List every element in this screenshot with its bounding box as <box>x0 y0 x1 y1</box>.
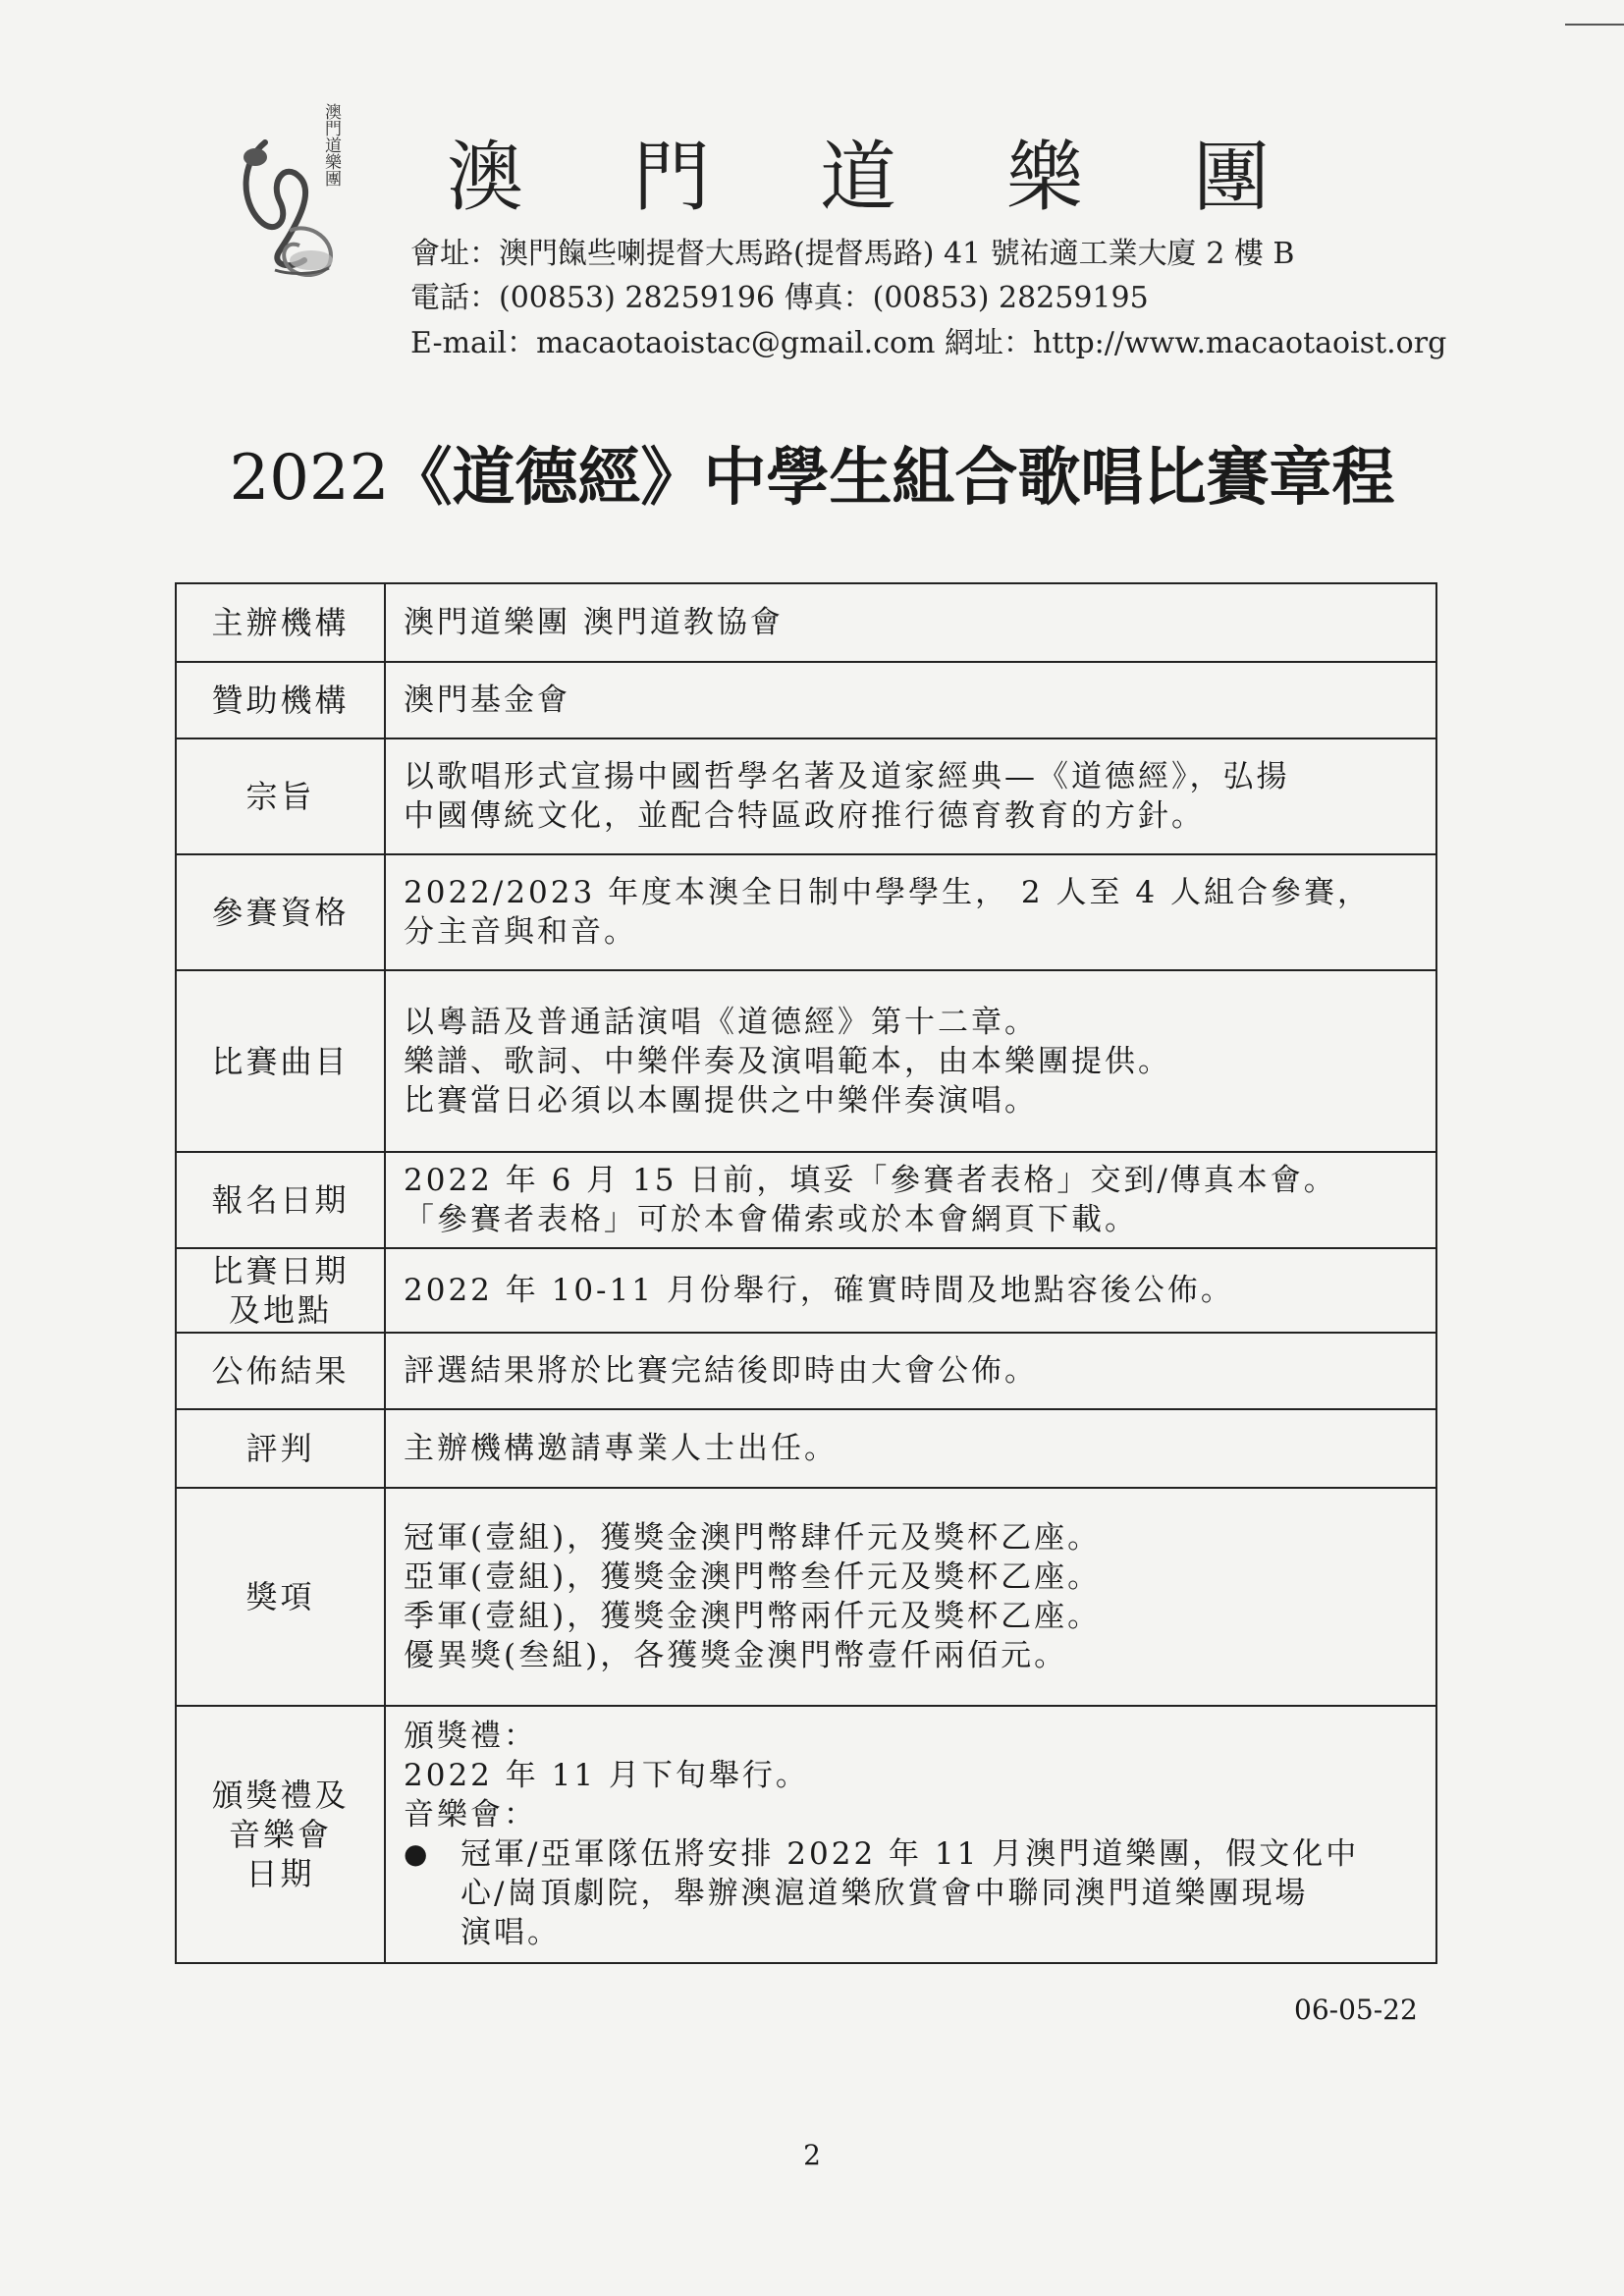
title-year: 2022 <box>229 442 390 515</box>
row-label-line: 贊助機構 <box>211 682 350 719</box>
row-label <box>176 738 385 854</box>
row-value-line: 頒獎禮： <box>404 1719 537 1754</box>
row-value-line: 音樂會： <box>404 1797 537 1832</box>
row-value-line: 澳門道樂團 澳門道教協會 <box>404 605 784 640</box>
row-label-line: 比賽曲目 <box>211 1042 350 1080</box>
row-label <box>176 1409 385 1488</box>
page-number: 2 <box>803 2139 821 2171</box>
phone-fax-line: 電話：(00853) 28259196 傳真：(00853) 28259195 <box>410 281 1149 315</box>
rules-row <box>176 738 1436 854</box>
date-code: 06-05-22 <box>1294 1994 1418 2026</box>
document-title <box>0 427 1624 518</box>
row-label <box>176 854 385 970</box>
row-value-line: 2022 年 11 月下旬舉行。 <box>404 1758 809 1793</box>
row-value-line: 2022/2023 年度本澳全日制中學學生， 2 人至 4 人組合參賽， <box>404 875 1371 910</box>
row-value <box>385 583 1436 662</box>
rules-row <box>176 583 1436 662</box>
row-label-line: 主辦機構 <box>211 604 350 641</box>
row-label-line: 宗旨 <box>245 778 315 815</box>
row-label-line: 評判 <box>245 1430 315 1467</box>
row-label-line: 日期 <box>245 1855 315 1892</box>
rules-row <box>176 1488 1436 1706</box>
row-value-line: 以歌唱形式宣揚中國哲學名著及道家經典—《道德經》，弘揚 <box>404 759 1290 794</box>
row-value-line: 分主音與和音。 <box>404 914 637 950</box>
row-value <box>385 970 1436 1152</box>
rules-row <box>176 1409 1436 1488</box>
row-value-line: 「參賽者表格」可於本會備索或於本會網頁下載。 <box>404 1202 1138 1237</box>
rules-row-ceremony <box>176 1706 1436 1963</box>
row-label <box>176 1333 385 1409</box>
organization-name: 澳門道樂團 <box>447 134 1380 222</box>
row-value-line: 澳門基金會 <box>404 683 570 718</box>
row-label <box>176 583 385 662</box>
row-label-line: 音樂會 <box>228 1816 332 1853</box>
row-value <box>385 1152 1436 1248</box>
row-value <box>385 738 1436 854</box>
row-value-line: 2022 年 6 月 15 日前，填妥「參賽者表格」交到/傳真本會。 <box>404 1163 1337 1198</box>
rules-table <box>175 582 1437 1964</box>
row-value-line: 比賽當日必須以本團提供之中樂伴奏演唱。 <box>404 1082 1038 1119</box>
row-value-line: 2022 年 10-11 月份舉行，確實時間及地點容後公佈。 <box>404 1273 1234 1308</box>
rules-row <box>176 970 1436 1152</box>
bullet-dot-icon: ● <box>404 1837 431 1870</box>
bullet-text-line: 冠軍/亞軍隊伍將安排 2022 年 11 月澳門道樂團，假文化中 <box>460 1836 1360 1872</box>
row-label <box>176 970 385 1152</box>
rules-row <box>176 1152 1436 1248</box>
row-label <box>176 1706 385 1963</box>
row-label-line: 公佈結果 <box>211 1352 350 1390</box>
row-label <box>176 1152 385 1248</box>
row-value-line: 樂譜、歌詞、中樂伴奏及演唱範本，由本樂團提供。 <box>404 1043 1171 1079</box>
row-value-line: 季軍(壹組)，獲獎金澳門幣兩仟元及獎杯乙座。 <box>404 1599 1102 1634</box>
bullet-text <box>460 1834 1359 1952</box>
email-website-line: E-mail：macaotaoistac@gmail.com 網址：http://www.macaotaoist.org <box>410 326 1447 360</box>
row-value <box>385 1248 1436 1333</box>
address-line: 會址：澳門餼些喇提督大馬路(提督馬路) 41 號祐適工業大廈 2 樓 B <box>410 237 1295 271</box>
row-value <box>385 1488 1436 1706</box>
title-text: 《道德經》中學生組合歌唱比賽章程 <box>389 441 1395 515</box>
rules-row <box>176 1333 1436 1409</box>
row-value-line: 優異獎(叁組)，各獲獎金澳門幣壹仟兩佰元。 <box>404 1638 1068 1673</box>
row-value <box>385 1409 1436 1488</box>
rules-row <box>176 662 1436 738</box>
bullet-item <box>404 1834 1418 1952</box>
row-label-line: 及地點 <box>228 1291 332 1329</box>
row-label-line: 報名日期 <box>211 1181 350 1219</box>
row-label <box>176 1248 385 1333</box>
row-value-line: 中國傳統文化，並配合特區政府推行德育教育的方針。 <box>404 798 1205 834</box>
bullet-text-line: 演唱。 <box>460 1915 561 1950</box>
row-value-line: 冠軍(壹組)，獲獎金澳門幣肆仟元及獎杯乙座。 <box>404 1520 1102 1556</box>
row-value-line: 以粵語及普通話演唱《道德經》第十二章。 <box>404 1004 1038 1040</box>
row-label <box>176 1488 385 1706</box>
row-label-line: 比賽日期 <box>211 1252 350 1289</box>
rules-row <box>176 854 1436 970</box>
row-value <box>385 854 1436 970</box>
rules-row <box>176 1248 1436 1333</box>
row-value-line: 主辦機構邀請專業人士出任。 <box>404 1431 838 1466</box>
bullet-text-line: 心/崗頂劇院，舉辦澳滬道樂欣賞會中聯同澳門道樂團現場 <box>460 1876 1309 1911</box>
logo-text: 澳門道樂團 <box>321 103 341 187</box>
row-label-line: 參賽資格 <box>211 894 350 931</box>
row-value <box>385 1706 1436 1963</box>
row-label <box>176 662 385 738</box>
row-label-line: 頒獎禮及 <box>211 1777 350 1814</box>
row-value <box>385 1333 1436 1409</box>
row-value-line: 亞軍(壹組)，獲獎金澳門幣叁仟元及獎杯乙座。 <box>404 1559 1102 1595</box>
row-value <box>385 662 1436 738</box>
row-label-line: 獎項 <box>245 1578 315 1615</box>
scan-mark <box>1565 24 1624 26</box>
row-value-line: 評選結果將於比賽完結後即時由大會公佈。 <box>404 1353 1038 1389</box>
